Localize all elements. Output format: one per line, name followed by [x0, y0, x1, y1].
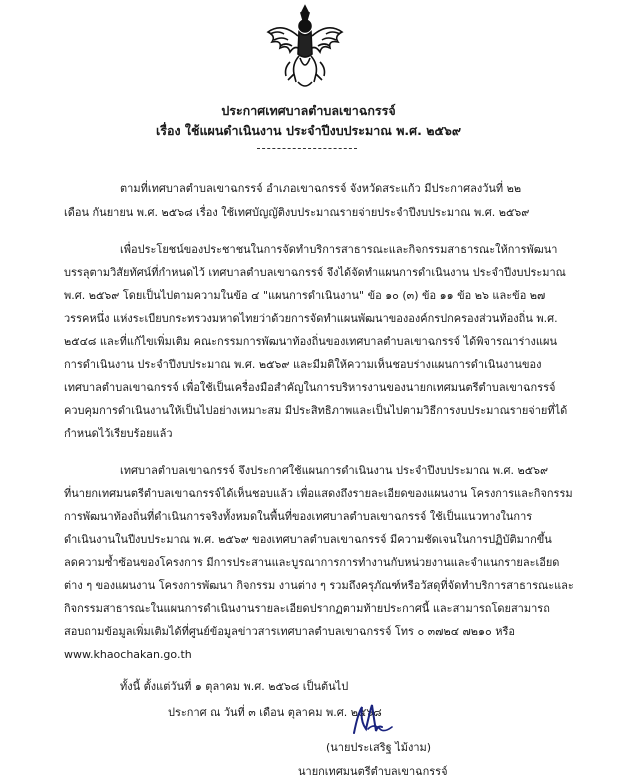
announcement-title: ประกาศเทศบาลตำบลเขาฉกรรจ์	[221, 103, 396, 118]
paragraph-1-line: ตามที่เทศบาลตำบลเขาฉกรรจ์ อำเภอเขาฉกรรจ์ จังหวัดสระแก้ว มีประกาศลงวันที่ ๒๒	[120, 182, 522, 195]
paragraph-3-line: ลดความซ้ำซ้อนของโครงการ มีการประสานและบูรณาการการทำงานกับหน่วยงานและจำแนกรายละเอียด	[64, 556, 560, 569]
paragraph-3-website: www.khaochakan.go.th	[64, 648, 192, 661]
paragraph-2-line: การดำเนินงาน ประจำปีงบประมาณ พ.ศ. ๒๕๖๙ และมีมติให้ความเห็นชอบร่างแผนการดำเนินงานของ	[64, 358, 542, 371]
paragraph-2-line: เทศบาลตำบลเขาฉกรรจ์ เพื่อใช้เป็นเครื่องมือสำคัญในการบริหารงานของนายกเทศมนตรีตำบลเขาฉกรรจ์	[64, 381, 556, 394]
title-divider	[257, 148, 357, 149]
paragraph-3-line: ดำเนินงานในปีงบประมาณ พ.ศ. ๒๕๖๙ ของเทศบาลตำบลเขาฉกรรจ์ มีความชัดเจนในการปฏิบัติมากขึ้น	[64, 533, 552, 546]
effective-date: ทั้งนี้ ตั้งแต่วันที่ ๑ ตุลาคม พ.ศ. ๒๕๖๘ เป็นต้นไป	[120, 680, 349, 693]
paragraph-2-line: บรรลุตามวิสัยทัศน์ที่กำหนดไว้ เทศบาลตำบลเขาฉกรรจ์ จึงได้จัดทำแผนการดำเนินงาน ประจำปีงบประมาณ	[64, 266, 566, 279]
paragraph-2-line: พ.ศ. ๒๕๖๙ โดยเป็นไปตามความในข้อ ๔ "แผนการดำเนินงาน" ข้อ ๑๐ (๓) ข้อ ๑๑ ข้อ ๒๖ และข้อ ๒๗	[64, 289, 546, 302]
signer-name: (นายประเสริฐ ไม้งาม)	[326, 741, 432, 754]
paragraph-2-line: ๒๕๔๘ และที่แก้ไขเพิ่มเติม คณะกรรมการพัฒนาท้องถิ่นของเทศบาลตำบลเขาฉกรรจ์ ได้พิจารณาร่างแผน	[64, 335, 557, 348]
garuda-emblem-icon	[262, 2, 348, 92]
announcement-date: ประกาศ ณ วันที่ ๓ เดือน ตุลาคม พ.ศ. ๒๕๖๘	[168, 706, 382, 719]
paragraph-2-line: ควบคุมการดำเนินงานให้เป็นไปอย่างเหมาะสม มีประสิทธิภาพและเป็นไปตามวิธีการงบประมาณรายจ่ายที่ได้	[64, 404, 568, 417]
announcement-subject: เรื่อง ใช้แผนดำเนินงาน ประจำปีงบประมาณ พ.ศ. ๒๕๖๙	[155, 123, 462, 138]
paragraph-3-line: กิจกรรมสาธารณะในแผนการดำเนินงานรายละเอียดปรากฏตามท้ายประกาศนี้ และสามารถโดยสามารถ	[64, 602, 550, 615]
paragraph-3-line: สอบถามข้อมูลเพิ่มเติมได้ที่ศูนย์ข้อมูลข่าวสารเทศบาลตำบลเขาฉกรรจ์ โทร ๐ ๓๗๒๔ ๗๒๑๐ หรือ	[64, 625, 516, 638]
paragraph-2-line: วรรคหนึ่ง แห่งระเบียบกระทรวงมหาดไทยว่าด้วยการจัดทำแผนพัฒนาขององค์กรปกครองส่วนท้องถิ่น พ.ศ.	[64, 312, 558, 325]
paragraph-2-line: กำหนดไว้เรียบร้อยแล้ว	[64, 427, 173, 440]
paragraph-1-line: เดือน กันยายน พ.ศ. ๒๕๖๘ เรื่อง ใช้เทศบัญญัติงบประมาณรายจ่ายประจำปีงบประมาณ พ.ศ. ๒๕๖๙	[64, 206, 530, 219]
paragraph-3-line: ต่าง ๆ ของแผนงาน โครงการพัฒนา กิจกรรม งานต่าง ๆ รวมถึงครุภัณฑ์หรือวัสดุที่จัดทำบริการสาธารณะและ	[64, 579, 574, 592]
handwritten-signature-icon	[348, 699, 400, 739]
paragraph-2-line: เพื่อประโยชน์ของประชาชนในการจัดทำบริการสาธารณะและกิจกรรมสาธารณะให้การพัฒนา	[120, 243, 558, 256]
paragraph-3-line: การพัฒนาท้องถิ่นที่ดำเนินการจริงทั้งหมดในพื้นที่ของเทศบาลตำบลเขาฉกรรจ์ ใช้เป็นแนวทางในการ	[64, 510, 533, 523]
paragraph-3-line: เทศบาลตำบลเขาฉกรรจ์ จึงประกาศใช้แผนการดำเนินงาน ประจำปีงบประมาณ พ.ศ. ๒๕๖๙	[120, 464, 549, 477]
signer-position: นายกเทศมนตรีตำบลเขาฉกรรจ์	[298, 765, 448, 778]
paragraph-3-line: ที่นายกเทศมนตรีตำบลเขาฉกรรจ์ได้เห็นชอบแล้ว เพื่อแสดงถึงรายละเอียดของแผนงาน โครงการและกิจกรรม	[64, 487, 573, 500]
